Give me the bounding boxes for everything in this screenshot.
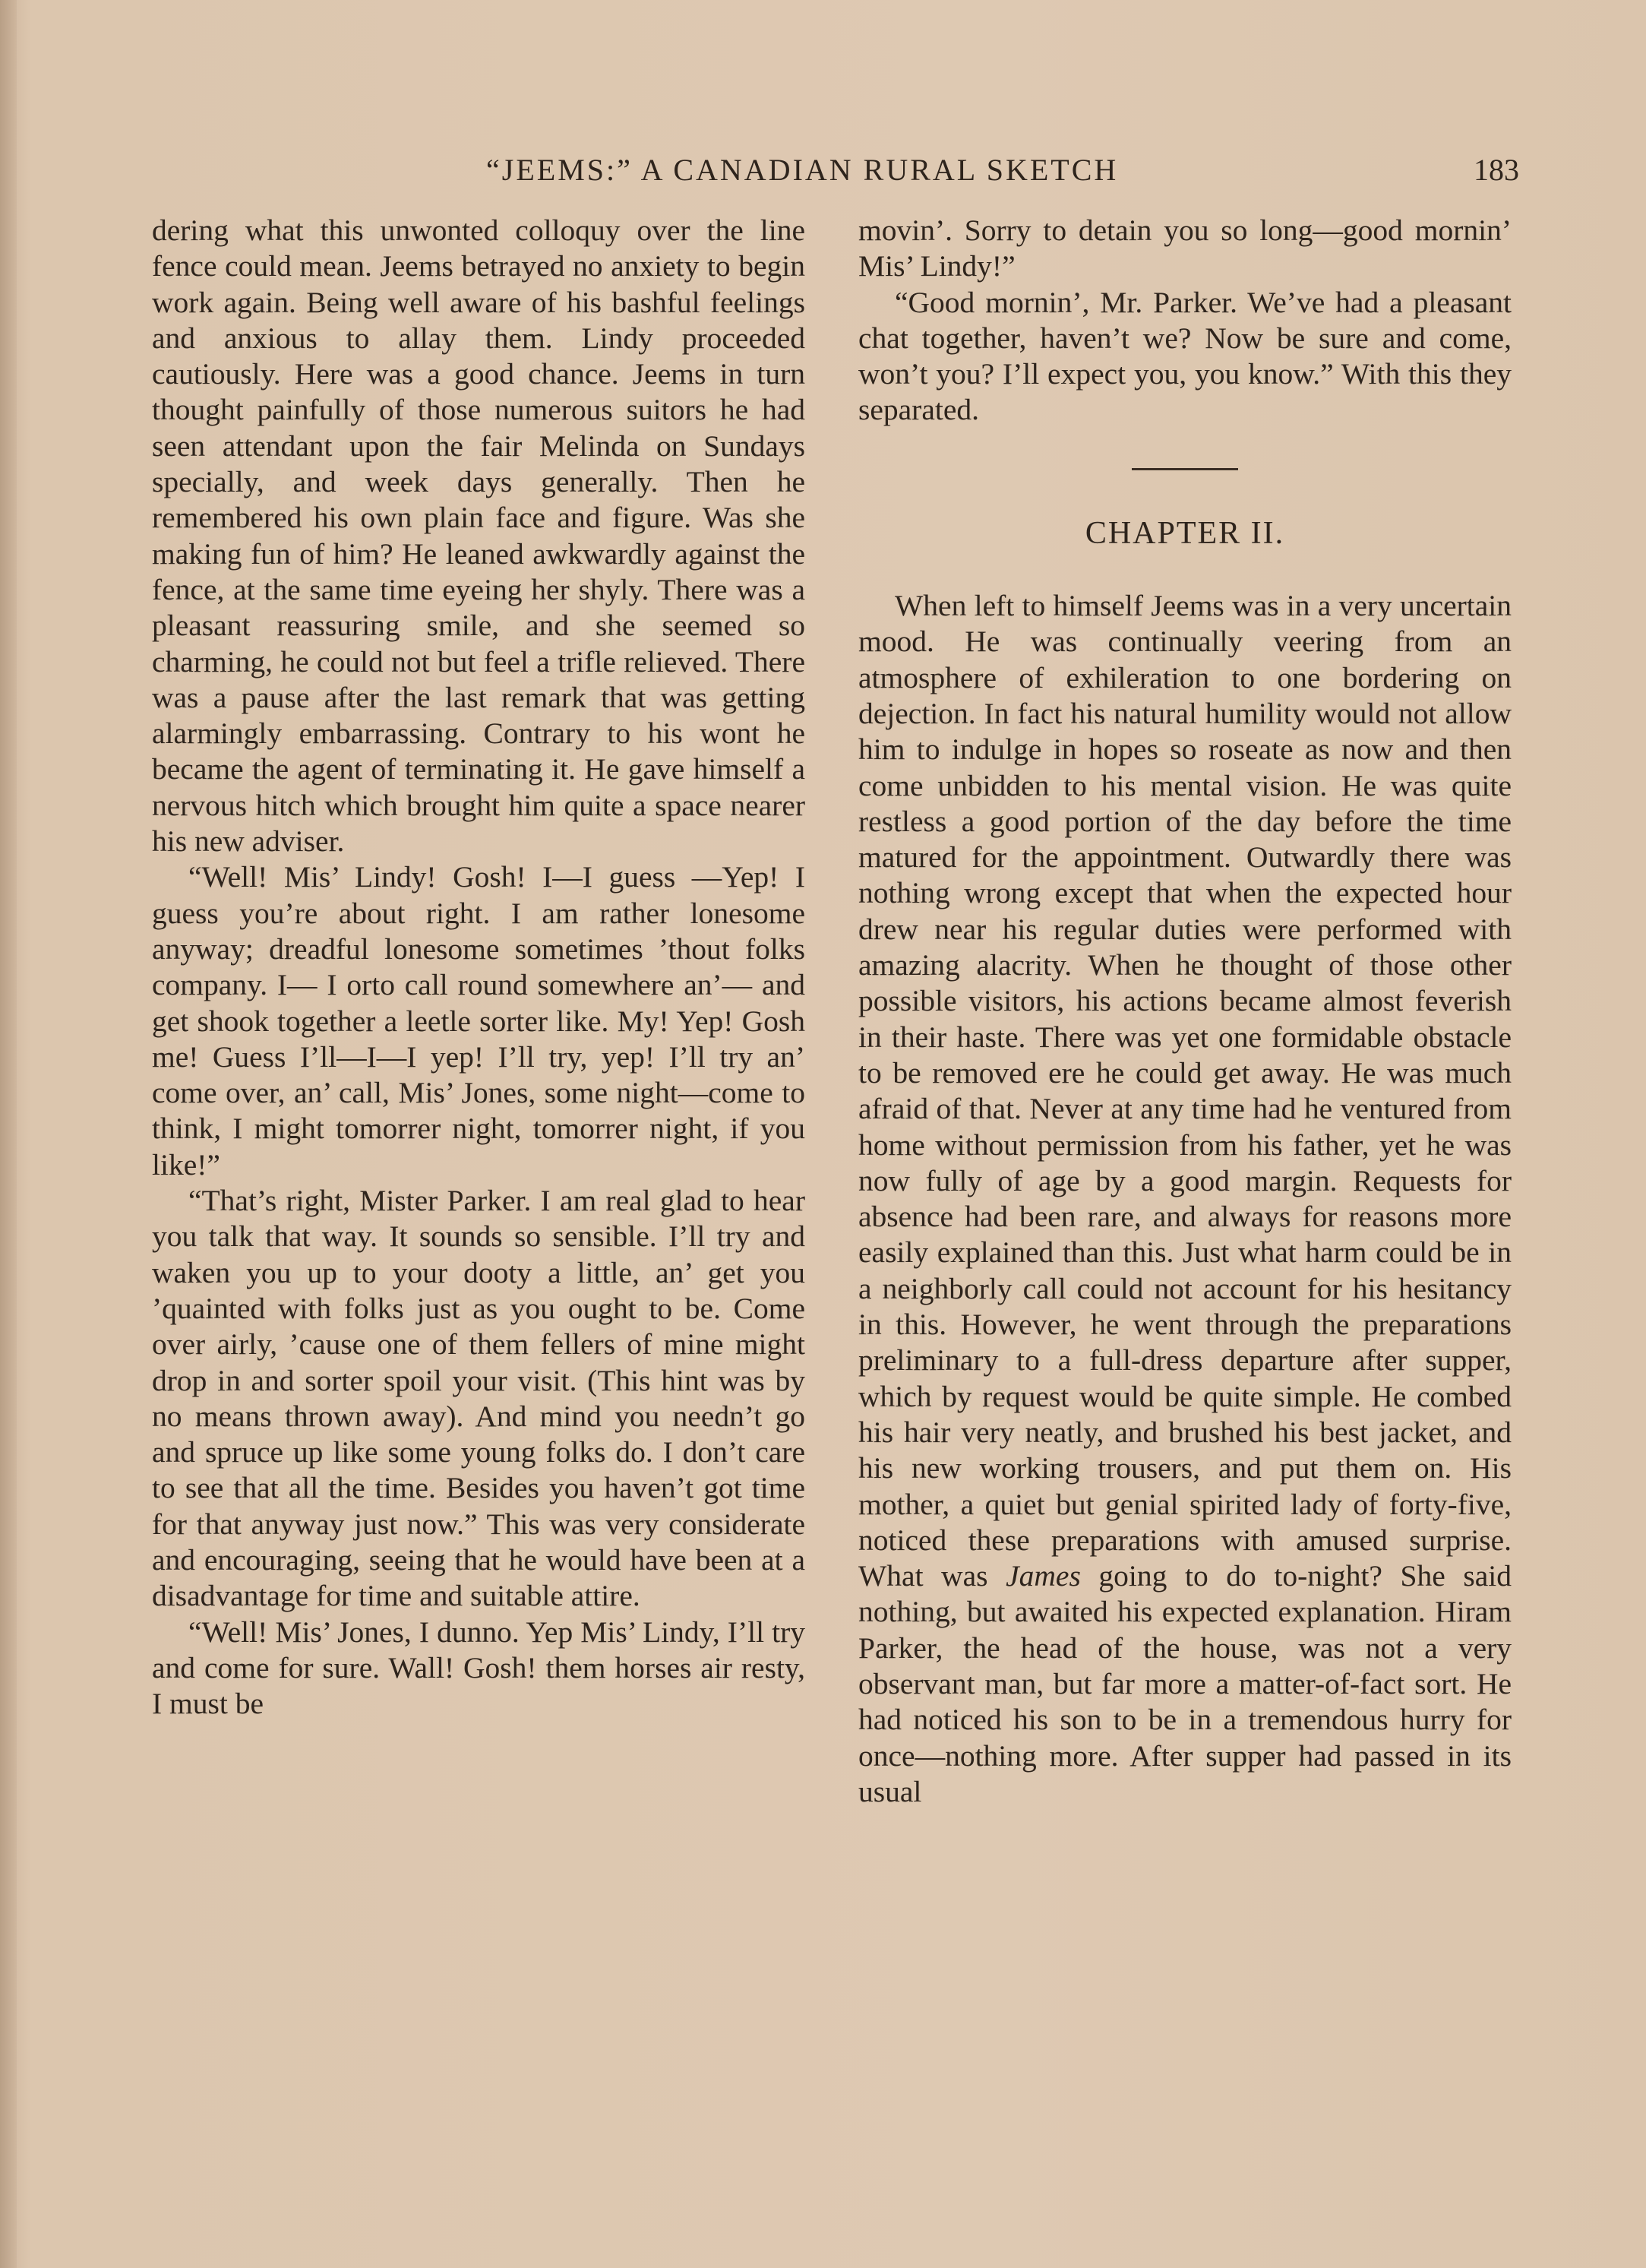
chapter-heading: CHAPTER II. xyxy=(1085,515,1285,551)
right-column xyxy=(858,213,1512,1810)
left-column xyxy=(152,213,805,1722)
paragraph-text: going to do to-night? She said nothing, but awaited his expected explanation. Hiram Parker, the head of the house, was not a very observant man, but far more a matter-of-fact sort. He had noticed his son to be in a tremendous hurry for once—nothing more. After supper had passed in its usual xyxy=(858,1559,1512,1808)
paragraph: “Well! Mis’ Jones, I dunno. Yep Mis’ Lindy, I’ll try and come for sure. Wall! Gosh! them horses air resty, I must be xyxy=(152,1615,805,1721)
section-divider xyxy=(1132,468,1238,470)
running-title: “JEEMS:” A CANADIAN RURAL SKETCH xyxy=(486,153,1119,187)
paragraph: dering what this unwonted colloquy over the line fence could mean. Jeems betrayed no anxiety to begin work again. Being well aware of his bashful feelings and anxious to allay them. Lindy proceeded cautiously. Here was a good chance. Jeems in turn thought painfully of those numerous suitors he had seen attendant upon the fair Melinda on Sundays specially, and week days generally. Then he remembered his own plain face and figure. Was she making fun of him? He leaned awkwardly against the fence, at the same time eyeing her shyly. There was a pleasant reassuring smile, and she seemed so charming, he could not but feel a trifle relieved. There was a pause after the last remark that was getting alarmingly embarrassing. Contrary to his wont he became the agent of terminating it. He gave himself a nervous hitch which brought him quite a space nearer his new adviser. xyxy=(152,214,805,859)
paragraph: “Good mornin’, Mr. Parker. We’ve had a pleasant chat together, haven’t we? Now be sure and come, won’t you? I’ll expect you, you know.” With this they separated. xyxy=(858,285,1512,427)
paragraph: “Well! Mis’ Lindy! Gosh! I—I guess —Yep! I guess you’re about right. I am rather lonesome anyway; dreadful lonesome sometimes ’thout folks company. I— I orto call round somewhere an’— and get shook together a leetle sorter like. My! Yep! Gosh me! Guess I’ll—I—I yep! I’ll try, yep! I’ll try an’ come over, an’ call, Mis’ Jones, some night—come to think, I might tomorrer night, tomorrer night, if you like!” xyxy=(152,860,805,1181)
binding-edge xyxy=(0,0,17,2268)
paragraph: movin’. Sorry to detain you so long—good mornin’ Mis’ Lindy!” xyxy=(858,214,1512,283)
italic-name: James xyxy=(1006,1559,1081,1593)
paragraph xyxy=(858,588,1512,1810)
paragraph: “That’s right, Mister Parker. I am real glad to hear you talk that way. It sounds so sensible. I’ll try and waken you up to your dooty a little, an’ get you ’quainted with folks just as you ought to be. Come over airly, ’cause one of them fellers of mine might drop in and sorter spoil your visit. (This hint was by no means thrown away). And mind you needn’t go and spruce up like some young folks do. I don’t care to see that all the time. Besides you haven’t got time for that anyway just now.” This was very considerate and encouraging, seeing that he would have been at a disadvantage for time and suitable attire. xyxy=(152,1184,805,1613)
page-number: 183 xyxy=(1474,153,1519,187)
paragraph-text: When left to himself Jeems was in a very uncertain mood. He was continually veering from an atmosphere of exhileration to one bordering on dejection. In fact his natural humility would not allow him to indulge in hopes so roseate as now and then come unbidden to his mental vision. He was quite restless a good portion of the day before the time matured for the appointment. Outwardly there was nothing wrong except that when the expected hour drew near his regular duties were performed with amazing alacrity. When he thought of those other possible visitors, his actions became almost feverish in their haste. There was yet one formidable obstacle to be removed ere he could get away. He was much afraid of that. Never at any time had he ventured from home without permission from his father, yet he was now fully of age by a good margin. Requests for absence had been rare, and always for reasons more easily explained than this. Just what harm could be in a neighborly call could not account for his hesitancy in this. However, he went through the preparations preliminary to a full-dress departure after supper, which by request would be quite simple. He combed his hair very neatly, and brushed his best jacket, and his new working trousers, and put them on. His mother, a quiet but genial spirited lady of forty-five, noticed these preparations with amused surprise. What was xyxy=(858,589,1512,1593)
page-header xyxy=(486,152,1519,198)
